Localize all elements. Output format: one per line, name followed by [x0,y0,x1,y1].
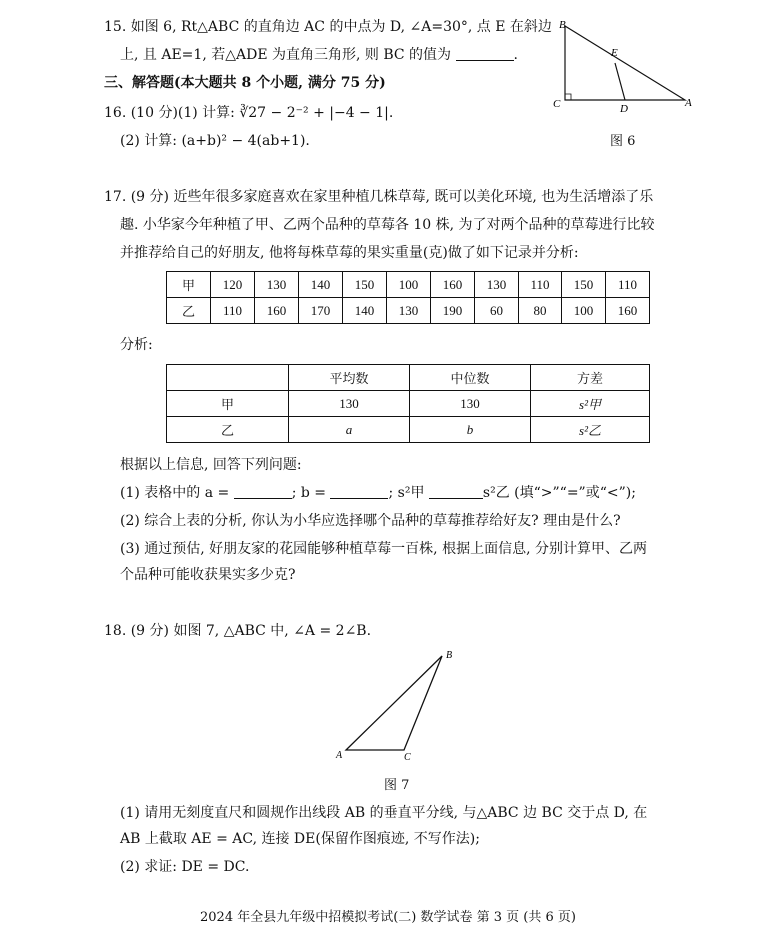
fig7-label-a: A [336,750,343,761]
q17-analysis-label: 分析: [120,337,153,353]
q15-line1: 15. 如图 6, Rt△ABC 的直角边 AC 的中点为 D, ∠A=30°, 点 E 在斜边 [104,19,552,35]
fig6-label-b: B [559,19,566,31]
q18-sub1-line1: (1) 请用无刻度直尺和圆规作出线段 AB 的垂直平分线, 与△ABC 边 BC 交于点 D, 在 [120,805,648,821]
table-cell: 160 [431,272,475,298]
table-cell: 甲 [167,391,289,417]
table-cell: 160 [255,298,299,324]
fig6-right-angle-mark [565,94,571,100]
fig6-label-c: C [553,98,561,110]
q17-sub2: (2) 综合上表的分析, 你认为小华应选择哪个品种的草莓推荐给好友? 理由是什么? [120,513,621,529]
table-cell: s²甲 [531,391,650,417]
table-cell: 170 [299,298,343,324]
fig7-label-b: B [446,650,453,661]
fig6-label-e: E [611,47,618,59]
table-row [167,391,650,417]
table-cell: 130 [255,272,299,298]
section-3-heading: 三、解答题(本大题共 8 个小题, 满分 75 分) [104,75,386,91]
q17-line2: 趣. 小华家今年种植了甲、乙两个品种的草莓各 10 株, 为了对两个品种的草莓进行比较 [120,217,655,233]
table-row [167,298,650,324]
q16-line2: (2) 计算: (a+b)² − 4(ab+1). [120,133,310,149]
q17-sub1-a-label: (1) 表格中的 a = [120,485,230,501]
q18-sub1-line2: AB 上截取 AE = AC, 连接 DE(保留作图痕迹, 不写作法); [120,831,480,847]
figure-6 [545,14,705,114]
table-cell: 150 [343,272,387,298]
q15-answer-blank[interactable] [456,47,514,61]
q18-line1: 18. (9 分) 如图 7, △ABC 中, ∠A = 2∠B. [104,623,372,639]
figure-7 [330,646,470,764]
q17-sub1-s-label: ; s²甲 [388,485,425,501]
table-row [167,365,650,391]
q15-line2-end: . [513,47,518,63]
q15-line2 [120,46,518,64]
q17-sub1-b-label: ; b = [291,485,327,501]
fig6-label-a: A [685,97,692,109]
q16-line1: 16. (10 分)(1) 计算: ∛27 − 2⁻² + |−4 − 1|. [104,105,394,121]
fig7-label-c: C [404,752,411,763]
table-cell: 100 [561,298,605,324]
table-cell: s²乙 [531,417,650,443]
table-header-cell [167,365,289,391]
q17-record-table [166,271,650,324]
table-header-cell: 中位数 [410,365,531,391]
q15-line2-text: 上, 且 AE=1, 若△ADE 为直角三角形, 则 BC 的值为 [120,47,452,63]
fig7-caption: 图 7 [384,778,410,793]
table-cell: 110 [519,272,562,298]
fig6-segment-de [615,63,625,100]
q17-line1: 17. (9 分) 近些年很多家庭喜欢在家里种植几株草莓, 既可以美化环境, 也为生活增添了乐 [104,189,654,205]
fig6-label-d: D [620,103,628,114]
table-header-cell: 平均数 [289,365,410,391]
q17-sub3-line2: 个品种可能收获果实多少克? [120,567,296,583]
q17-sub1 [120,484,636,502]
table-cell: b [410,417,531,443]
table-cell: 130 [475,272,519,298]
table-cell: 乙 [167,298,211,324]
table-header-cell: 方差 [531,365,650,391]
table-cell: 120 [211,272,255,298]
table-cell: 110 [605,272,649,298]
q18-sub2: (2) 求证: DE = DC. [120,859,250,875]
q17-sub3-line1: (3) 通过预估, 好朋友家的花园能够种植草莓一百株, 根据上面信息, 分别计算甲、乙两 [120,541,647,557]
fig6-caption: 图 6 [610,134,636,149]
table-cell: 100 [387,272,431,298]
table-row [167,272,650,298]
q17-compare-blank[interactable] [429,485,483,499]
table-cell: 80 [519,298,562,324]
table-cell: 190 [431,298,475,324]
q17-line3: 并推荐给自己的好朋友, 他将每株草莓的果实重量(克)做了如下记录并分析: [120,245,579,261]
q17-prompt: 根据以上信息, 回答下列问题: [120,457,302,473]
table-cell: 160 [605,298,649,324]
table-cell: 甲 [167,272,211,298]
q17-sub1-end: s²乙 (填“>”“=”或“<”); [482,485,636,501]
table-cell: 140 [343,298,387,324]
q17-b-blank[interactable] [330,485,388,499]
fig6-triangle [565,26,685,100]
table-cell: 130 [387,298,431,324]
q17-a-blank[interactable] [234,485,292,499]
table-cell: 60 [475,298,519,324]
table-cell: 130 [289,391,410,417]
table-cell: 110 [211,298,255,324]
q17-analysis-table [166,364,650,443]
table-cell: 乙 [167,417,289,443]
table-cell: 150 [561,272,605,298]
table-row [167,417,650,443]
fig7-triangle [346,656,442,750]
table-cell: a [289,417,410,443]
table-cell: 140 [299,272,343,298]
page-footer: 2024 年全县九年级中招模拟考试(二) 数学试卷 第 3 页 (共 6 页) [200,910,576,925]
table-cell: 130 [410,391,531,417]
